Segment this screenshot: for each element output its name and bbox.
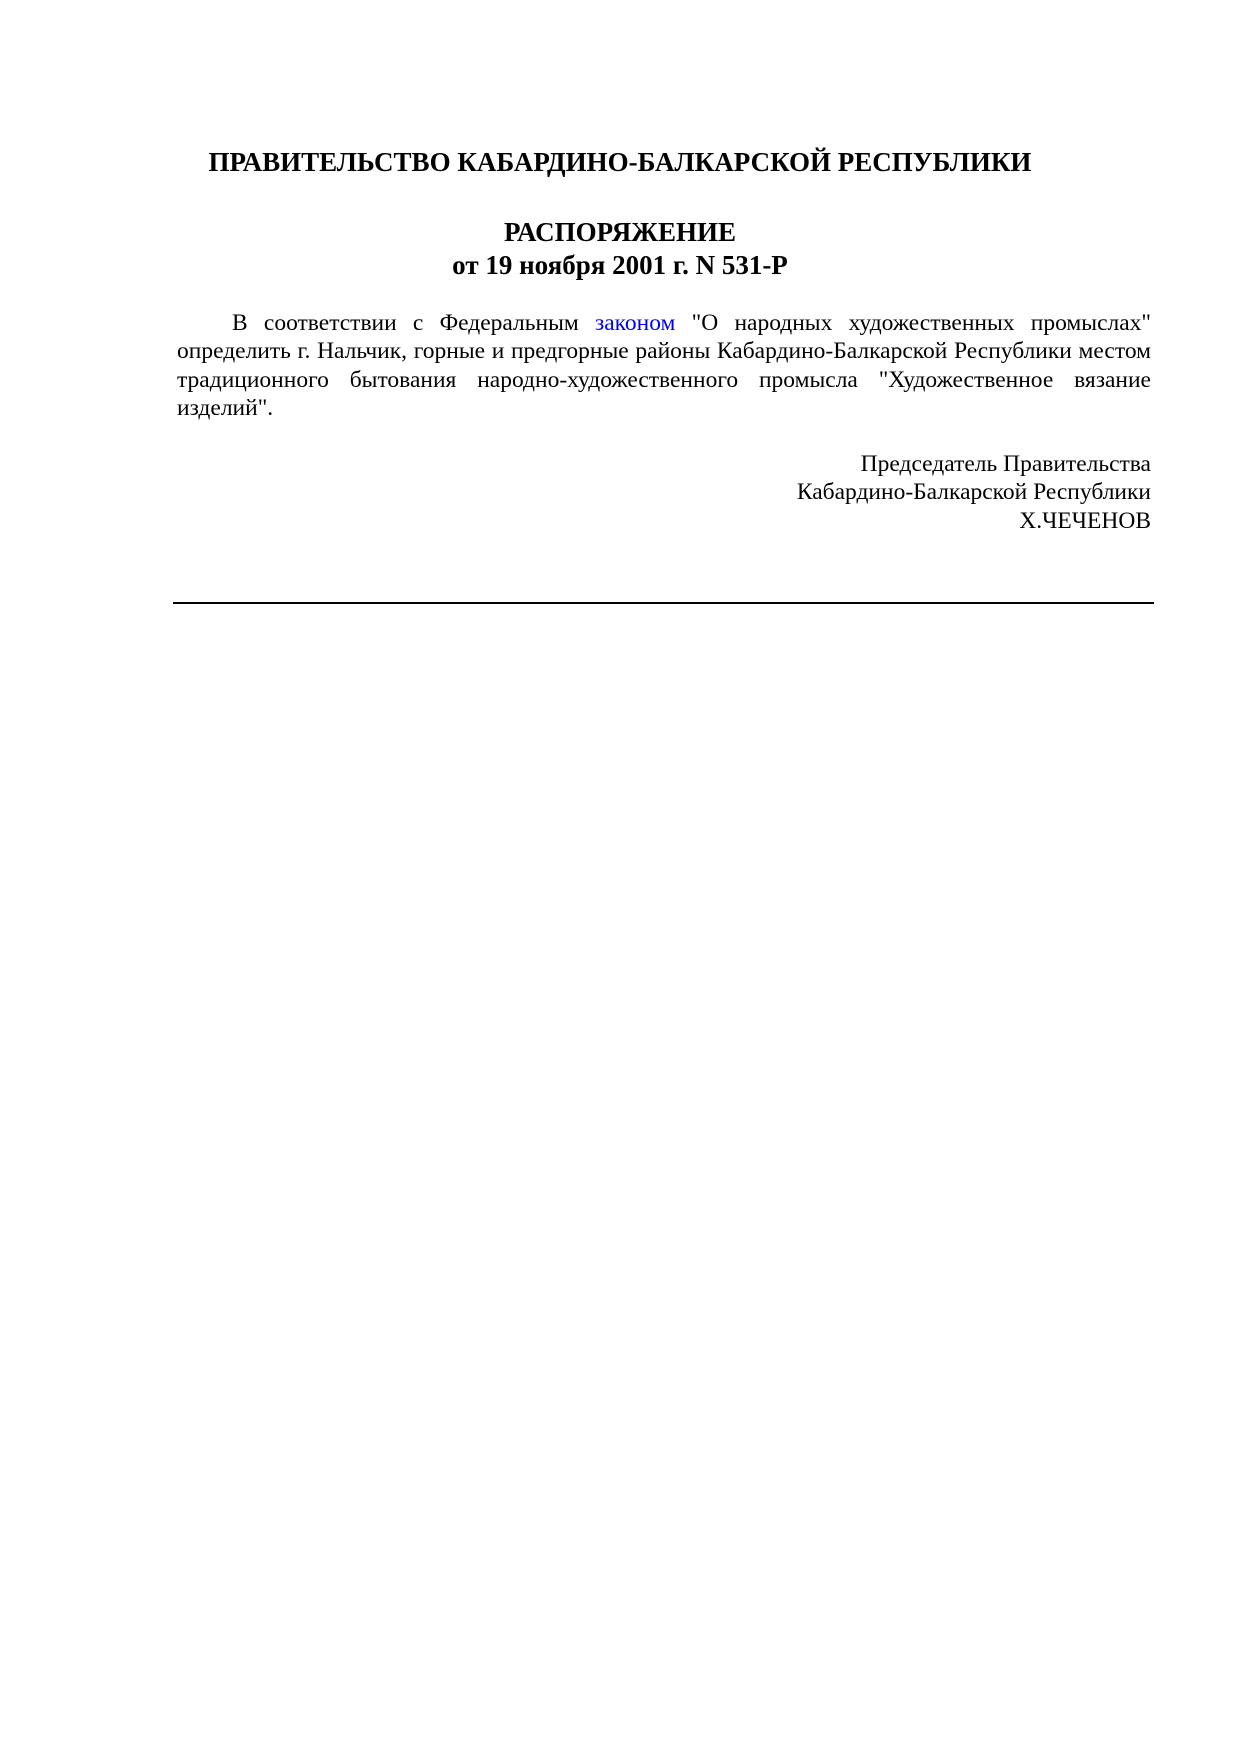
- body-text-after-link: "О народных художественных промыслах" определить г. Нальчик, горные и предгорные районы Кабардино-Балкарской Республики местом традиционного бытования народно-художественного промысла "Художественное вязание изделий".: [177, 310, 1151, 421]
- signature-block: [797, 450, 1151, 535]
- federal-law-link[interactable]: законом: [594, 310, 676, 336]
- signature-organization: Кабардино-Балкарской Республики: [796, 479, 1151, 506]
- organization-title: ПРАВИТЕЛЬСТВО КАБАРДИНО-БАЛКАРСКОЙ РЕСПУБЛИКИ: [208, 147, 1032, 177]
- document-date-number: от 19 ноября 2001 г. N 531-Р: [452, 250, 788, 280]
- body-paragraph: [177, 309, 1151, 422]
- horizontal-divider: [173, 602, 1154, 604]
- body-text-before-link: В соответствии с Федеральным: [232, 310, 595, 336]
- signature-position: Председатель Правительства: [860, 451, 1151, 477]
- signature-name: Х.ЧЕЧЕНОВ: [1019, 507, 1151, 534]
- document-type-heading: РАСПОРЯЖЕНИЕ: [503, 217, 737, 247]
